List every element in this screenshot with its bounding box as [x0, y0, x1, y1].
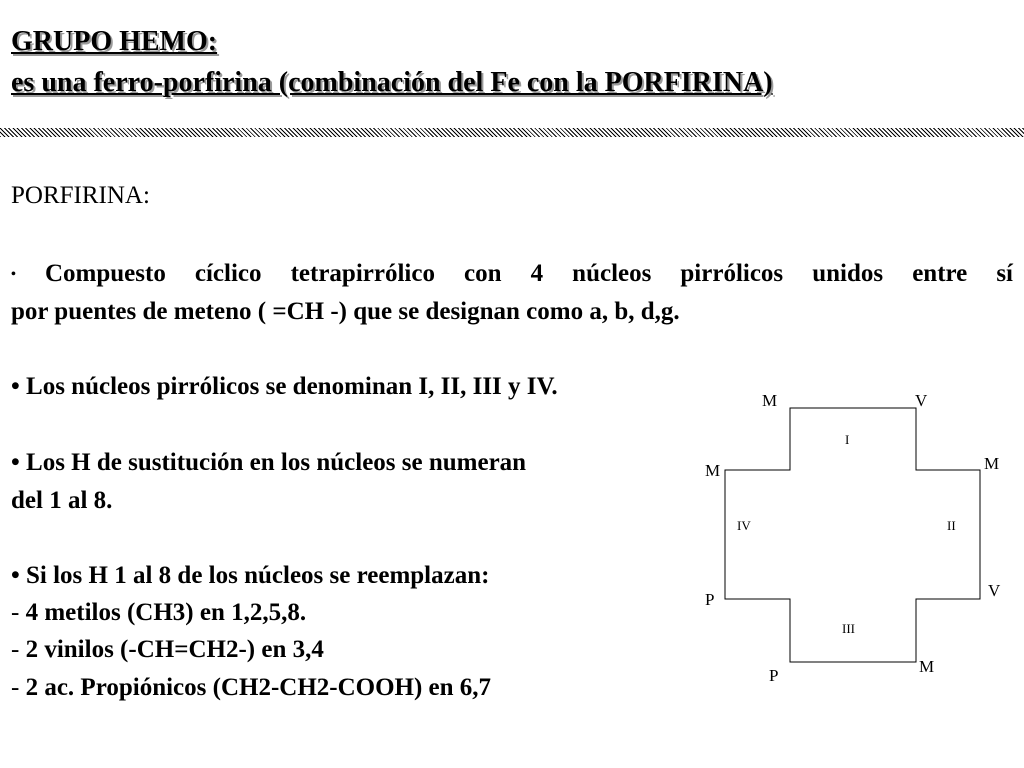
bullet: •: [11, 562, 20, 589]
list-item-propionicos: [11, 675, 491, 700]
substituent-right-bottom: V: [988, 581, 1001, 600]
list-item-vinilos-text: 2 vinilos (-CH=CH2-) en 3,4: [25, 636, 324, 663]
porfirina-heading: PORFIRINA:: [11, 182, 150, 209]
list-item-metilos: [11, 600, 306, 625]
ring-label-ii: II: [947, 518, 956, 533]
bullet-nucleos: [11, 374, 558, 399]
substituent-right-top: M: [984, 454, 1000, 473]
paragraph-compuesto-line-1: [11, 261, 1013, 286]
porfirina-cross-diagram: [700, 385, 1020, 695]
bullet-nucleos-text: Los núcleos pirrólicos se denominan I, II, III y IV.: [26, 373, 558, 400]
bullet: •: [11, 449, 20, 476]
bullet-reemplazan-text: Si los H 1 al 8 de los núcleos se reemplazan:: [26, 562, 490, 589]
bullet-sustitucion: [11, 450, 526, 475]
bullet-reemplazan: [11, 563, 489, 588]
title-line-1: GRUPO HEMO:: [11, 26, 218, 57]
list-item-vinilos: [11, 637, 324, 662]
hatched-divider: [0, 128, 1024, 137]
paragraph-compuesto: [11, 261, 1013, 286]
dash: -: [11, 599, 20, 626]
dash: -: [11, 674, 20, 701]
bullet-sustitucion-text: Los H de sustitución en los núcleos se numeran: [26, 449, 527, 476]
paragraph-compuesto-text-1: Compuesto cíclico tetrapirrólico con 4 núcleos pirrólicos unidos entre sí: [44, 260, 1013, 287]
ring-label-i: I: [845, 432, 850, 447]
bullet-small: •: [11, 267, 16, 282]
paragraph-compuesto-line-2: por puentes de meteno ( =CH -) que se designan como a, b, d,g.: [11, 298, 680, 325]
ring-label-iii: III: [842, 621, 855, 636]
dash: -: [11, 636, 20, 663]
substituent-top-left: M: [762, 391, 778, 410]
substituent-left-bottom: P: [705, 590, 715, 609]
list-item-metilos-text: 4 metilos (CH3) en 1,2,5,8.: [25, 599, 307, 626]
substituent-bottom-right: M: [919, 657, 935, 676]
substituent-bottom-left: P: [769, 666, 779, 685]
bullet: •: [11, 373, 20, 400]
ring-label-iv: IV: [737, 518, 751, 533]
substituent-top-right: V: [915, 391, 928, 410]
list-item-propionicos-text: 2 ac. Propiónicos (CH2-CH2-COOH) en 6,7: [25, 674, 492, 701]
bullet-sustitucion-line-2: del 1 al 8.: [11, 487, 113, 514]
substituent-left-top: M: [705, 461, 721, 480]
title-line-2: es una ferro-porfirina (combinación del Fe con la PORFIRINA): [11, 67, 773, 98]
